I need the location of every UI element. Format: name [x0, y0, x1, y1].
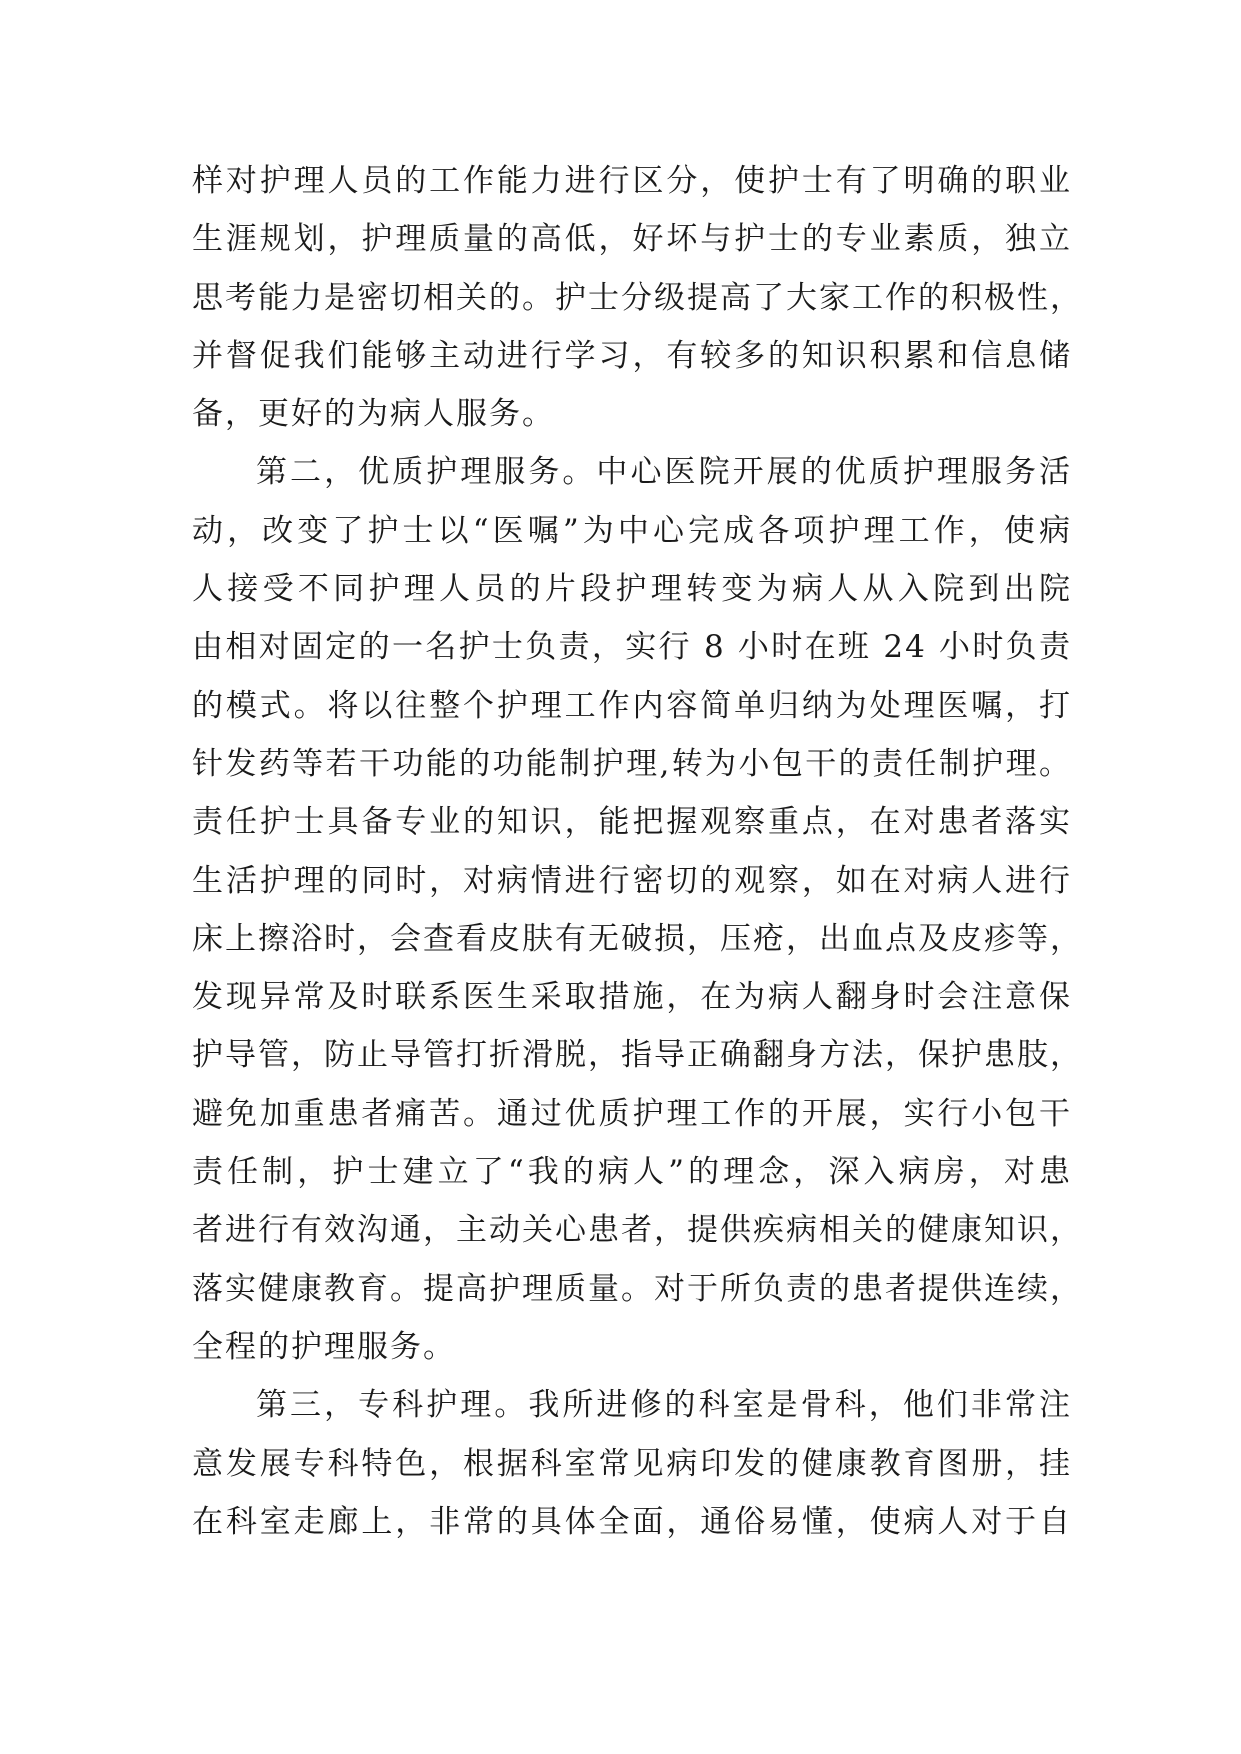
text-line: 备，更好的为病人服务。	[192, 396, 555, 433]
text-line: 者进行有效沟通，主动关心患者，提供疾病相关的健康知识，	[192, 1212, 1083, 1249]
text-line: 责任制，护士建立了“我的病人”的理念，深入病房，对患	[192, 1154, 1072, 1191]
paragraph-1	[192, 152, 1083, 443]
text-line: 的模式。将以往整个护理工作内容简单归纳为处理医嘱，打	[192, 687, 1072, 724]
text-line: 第二，优质护理服务。中心医院开展的优质护理服务活	[256, 454, 1072, 491]
text-line: 床上擦浴时，会查看皮肤有无破损，压疮，出血点及皮疹等，	[192, 920, 1083, 957]
text-line: 发现异常及时联系医生采取措施，在为病人翻身时会注意保	[192, 979, 1072, 1016]
text-line: 动，改变了护士以“医嘱”为中心完成各项护理工作，使病	[192, 512, 1072, 549]
text-line: 第三，专科护理。我所进修的科室是骨科，他们非常注	[256, 1387, 1072, 1424]
document-body	[192, 152, 1083, 1551]
text-line: 全程的护理服务。	[192, 1328, 456, 1365]
text-line: 样对护理人员的工作能力进行区分，使护士有了明确的职业	[192, 163, 1072, 199]
text-line: 责任护士具备专业的知识，能把握观察重点，在对患者落实	[192, 804, 1072, 841]
text-line: 避免加重患者痛苦。通过优质护理工作的开展，实行小包干	[192, 1095, 1072, 1132]
text-line: 人接受不同护理人员的片段护理转变为病人从入院到出院	[192, 571, 1072, 608]
text-line: 落实健康教育。提高护理质量。对于所负责的患者提供连续，	[192, 1270, 1083, 1307]
paragraph-2	[192, 443, 1083, 1376]
text-line: 思考能力是密切相关的。护士分级提高了大家工作的积极性，	[192, 279, 1083, 316]
text-line: 意发展专科特色，根据科室常见病印发的健康教育图册，挂	[192, 1445, 1072, 1482]
text-line: 针发药等若干功能的功能制护理,转为小包干的责任制护理。	[192, 745, 1072, 782]
text-line: 由相对固定的一名护士负责，实行 8 小时在班 24 小时负责	[192, 629, 1072, 666]
text-line: 在科室走廊上，非常的具体全面，通俗易懂，使病人对于自	[192, 1503, 1072, 1540]
text-line: 护导管，防止导管打折滑脱，指导正确翻身方法，保护患肢，	[192, 1037, 1083, 1074]
paragraph-3	[192, 1376, 1072, 1551]
text-line: 生涯规划，护理质量的高低，好坏与护士的专业素质，独立	[192, 221, 1072, 258]
text-line: 并督促我们能够主动进行学习，有较多的知识积累和信息储	[192, 337, 1072, 374]
text-line: 生活护理的同时，对病情进行密切的观察，如在对病人进行	[192, 862, 1072, 899]
